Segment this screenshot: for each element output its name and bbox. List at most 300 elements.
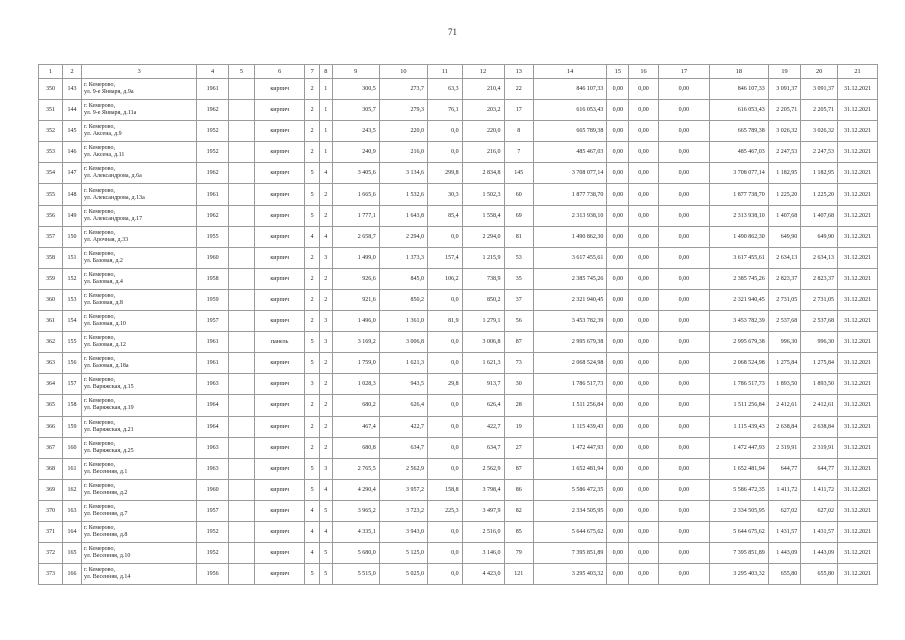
table-body bbox=[39, 79, 878, 585]
cell-col-16: 0,00 bbox=[629, 332, 658, 353]
cell-col-10: 943,5 bbox=[379, 374, 427, 395]
cell-col-4: 1952 bbox=[197, 543, 228, 564]
cell-col-2: 143 bbox=[63, 79, 82, 100]
cell-col-19: 627,02 bbox=[768, 500, 801, 521]
cell-col-14: 1 786 517,73 bbox=[533, 374, 606, 395]
cell-col-19: 2 412,61 bbox=[768, 395, 801, 416]
cell-col-14: 3 708 077,14 bbox=[533, 163, 606, 184]
cell-col-15: 0,00 bbox=[607, 184, 629, 205]
cell-col-12: 626,4 bbox=[462, 395, 504, 416]
cell-col-11: 0,0 bbox=[428, 564, 463, 585]
cell-col-16: 0,00 bbox=[629, 374, 658, 395]
cell-col-9: 2 765,5 bbox=[332, 458, 379, 479]
cell-col-21: 31.12.2021 bbox=[837, 79, 877, 100]
address-line: г. Кемерово, bbox=[83, 271, 115, 278]
address-line: ул. Александрова, д.6а bbox=[83, 173, 142, 180]
cell-col-3 bbox=[81, 163, 196, 184]
cell-col-16: 0,00 bbox=[629, 184, 658, 205]
cell-col-7: 4 bbox=[305, 226, 320, 247]
cell-col-19: 655,80 bbox=[768, 564, 801, 585]
cell-col-6: кирпич bbox=[255, 458, 305, 479]
address-line: г. Кемерово, bbox=[83, 335, 115, 342]
cell-col-17: 0,00 bbox=[658, 353, 709, 374]
cell-col-17: 0,00 bbox=[658, 121, 709, 142]
cell-col-8: 3 bbox=[320, 311, 333, 332]
cell-col-17: 0,00 bbox=[658, 184, 709, 205]
cell-col-12: 220,0 bbox=[462, 121, 504, 142]
cell-col-7: 2 bbox=[305, 100, 320, 121]
cell-col-13: 53 bbox=[504, 247, 533, 268]
table-row bbox=[39, 543, 878, 564]
cell-col-14: 1 511 256,84 bbox=[533, 395, 606, 416]
cell-col-3 bbox=[81, 564, 196, 585]
cell-col-14: 846 107,33 bbox=[533, 79, 606, 100]
table-row bbox=[39, 79, 878, 100]
table-row bbox=[39, 521, 878, 542]
cell-col-4: 1964 bbox=[197, 416, 228, 437]
cell-col-15: 0,00 bbox=[607, 374, 629, 395]
address-line: г. Кемерово, bbox=[83, 314, 115, 321]
cell-col-20: 2 247,53 bbox=[801, 142, 838, 163]
cell-col-7: 2 bbox=[305, 395, 320, 416]
column-header-7: 7 bbox=[305, 65, 320, 79]
table-row bbox=[39, 416, 878, 437]
cell-col-20: 2 537,68 bbox=[801, 311, 838, 332]
cell-col-17: 0,00 bbox=[658, 500, 709, 521]
cell-col-2: 151 bbox=[63, 247, 82, 268]
cell-col-8: 2 bbox=[320, 184, 333, 205]
address-line: г. Кемерово, bbox=[83, 82, 115, 89]
cell-col-13: 30 bbox=[504, 374, 533, 395]
cell-col-3 bbox=[81, 543, 196, 564]
cell-col-15: 0,00 bbox=[607, 500, 629, 521]
cell-col-4: 1963 bbox=[197, 374, 228, 395]
cell-col-5 bbox=[228, 226, 254, 247]
cell-col-14: 1 877 738,70 bbox=[533, 184, 606, 205]
cell-col-11: 76,1 bbox=[428, 100, 463, 121]
cell-col-15: 0,00 bbox=[607, 100, 629, 121]
cell-col-13: 81 bbox=[504, 226, 533, 247]
cell-col-19: 2 634,13 bbox=[768, 247, 801, 268]
address-line: ул. Базовая, д.8 bbox=[83, 299, 123, 306]
cell-col-8: 2 bbox=[320, 437, 333, 458]
cell-col-2: 157 bbox=[63, 374, 82, 395]
cell-col-9: 4 290,4 bbox=[332, 479, 379, 500]
cell-col-1: 355 bbox=[39, 184, 63, 205]
cell-col-6: кирпич bbox=[255, 311, 305, 332]
cell-col-13: 145 bbox=[504, 163, 533, 184]
cell-col-18: 2 334 505,95 bbox=[710, 500, 769, 521]
cell-col-18: 1 115 439,43 bbox=[710, 416, 769, 437]
cell-col-15: 0,00 bbox=[607, 79, 629, 100]
table-row bbox=[39, 247, 878, 268]
cell-col-7: 2 bbox=[305, 416, 320, 437]
cell-col-12: 216,0 bbox=[462, 142, 504, 163]
cell-col-14: 5 644 675,62 bbox=[533, 521, 606, 542]
cell-col-3 bbox=[81, 205, 196, 226]
cell-col-5 bbox=[228, 311, 254, 332]
cell-col-13: 56 bbox=[504, 311, 533, 332]
cell-col-16: 0,00 bbox=[629, 458, 658, 479]
cell-col-12: 2 516,0 bbox=[462, 521, 504, 542]
cell-col-9: 5 515,0 bbox=[332, 564, 379, 585]
cell-col-2: 163 bbox=[63, 500, 82, 521]
cell-col-3 bbox=[81, 100, 196, 121]
cell-col-13: 69 bbox=[504, 205, 533, 226]
cell-col-16: 0,00 bbox=[629, 311, 658, 332]
cell-col-15: 0,00 bbox=[607, 142, 629, 163]
cell-col-20: 1 225,20 bbox=[801, 184, 838, 205]
cell-col-7: 2 bbox=[305, 142, 320, 163]
cell-col-8: 2 bbox=[320, 353, 333, 374]
column-header-17: 17 bbox=[658, 65, 709, 79]
cell-col-16: 0,00 bbox=[629, 79, 658, 100]
address-line: ул. Базовая, д.2 bbox=[83, 257, 123, 264]
cell-col-20: 2 412,61 bbox=[801, 395, 838, 416]
column-header-1: 1 bbox=[39, 65, 63, 79]
cell-col-18: 1 786 517,73 bbox=[710, 374, 769, 395]
column-header-18: 18 bbox=[710, 65, 769, 79]
cell-col-1: 369 bbox=[39, 479, 63, 500]
table-row bbox=[39, 100, 878, 121]
cell-col-14: 2 995 679,38 bbox=[533, 332, 606, 353]
cell-col-3 bbox=[81, 374, 196, 395]
cell-col-18: 5 586 472,35 bbox=[710, 479, 769, 500]
cell-col-5 bbox=[228, 332, 254, 353]
cell-col-10: 216,0 bbox=[379, 142, 427, 163]
cell-col-9: 1 759,0 bbox=[332, 353, 379, 374]
cell-col-12: 634,7 bbox=[462, 437, 504, 458]
column-header-9: 9 bbox=[332, 65, 379, 79]
cell-col-15: 0,00 bbox=[607, 437, 629, 458]
cell-col-10: 2 294,0 bbox=[379, 226, 427, 247]
cell-col-2: 156 bbox=[63, 353, 82, 374]
cell-col-20: 2 731,05 bbox=[801, 289, 838, 310]
cell-col-21: 31.12.2021 bbox=[837, 374, 877, 395]
cell-col-16: 0,00 bbox=[629, 100, 658, 121]
cell-col-6: кирпич bbox=[255, 205, 305, 226]
cell-col-12: 1 215,9 bbox=[462, 247, 504, 268]
cell-col-7: 2 bbox=[305, 437, 320, 458]
cell-col-1: 372 bbox=[39, 543, 63, 564]
cell-col-7: 3 bbox=[305, 374, 320, 395]
cell-col-16: 0,00 bbox=[629, 543, 658, 564]
cell-col-7: 2 bbox=[305, 121, 320, 142]
cell-col-4: 1962 bbox=[197, 163, 228, 184]
cell-col-8: 1 bbox=[320, 142, 333, 163]
column-header-20: 20 bbox=[801, 65, 838, 79]
cell-col-1: 358 bbox=[39, 247, 63, 268]
table-row bbox=[39, 142, 878, 163]
cell-col-17: 0,00 bbox=[658, 374, 709, 395]
column-header-4: 4 bbox=[197, 65, 228, 79]
table-row bbox=[39, 395, 878, 416]
cell-col-12: 850,2 bbox=[462, 289, 504, 310]
cell-col-15: 0,00 bbox=[607, 395, 629, 416]
cell-col-16: 0,00 bbox=[629, 205, 658, 226]
cell-col-19: 644,77 bbox=[768, 458, 801, 479]
address-line: ул. Варяжская, д.25 bbox=[83, 447, 134, 454]
cell-col-5 bbox=[228, 416, 254, 437]
cell-col-5 bbox=[228, 100, 254, 121]
cell-col-12: 203,2 bbox=[462, 100, 504, 121]
table-row bbox=[39, 311, 878, 332]
cell-col-1: 373 bbox=[39, 564, 63, 585]
cell-col-8: 2 bbox=[320, 205, 333, 226]
address-line: г. Кемерово, bbox=[83, 503, 115, 510]
cell-col-4: 1962 bbox=[197, 100, 228, 121]
cell-col-5 bbox=[228, 395, 254, 416]
column-header-3: 3 bbox=[81, 65, 196, 79]
cell-col-13: 82 bbox=[504, 500, 533, 521]
cell-col-5 bbox=[228, 437, 254, 458]
cell-col-20: 627,02 bbox=[801, 500, 838, 521]
cell-col-12: 1 279,1 bbox=[462, 311, 504, 332]
address-line: ул. Весенняя, д.14 bbox=[83, 574, 131, 581]
address-line: г. Кемерово, bbox=[83, 145, 115, 152]
cell-col-11: 0,0 bbox=[428, 458, 463, 479]
cell-col-18: 665 789,38 bbox=[710, 121, 769, 142]
cell-col-13: 37 bbox=[504, 289, 533, 310]
cell-col-15: 0,00 bbox=[607, 332, 629, 353]
cell-col-14: 2 321 940,45 bbox=[533, 289, 606, 310]
cell-col-20: 644,77 bbox=[801, 458, 838, 479]
cell-col-5 bbox=[228, 205, 254, 226]
cell-col-8: 4 bbox=[320, 226, 333, 247]
cell-col-6: кирпич bbox=[255, 416, 305, 437]
cell-col-6: кирпич bbox=[255, 142, 305, 163]
cell-col-4: 1960 bbox=[197, 479, 228, 500]
address-line: ул. Весенняя, д.8 bbox=[83, 532, 128, 539]
cell-col-2: 148 bbox=[63, 184, 82, 205]
cell-col-3 bbox=[81, 416, 196, 437]
address-line: ул. Варяжская, д.19 bbox=[83, 405, 134, 412]
header-row bbox=[39, 65, 878, 79]
cell-col-5 bbox=[228, 521, 254, 542]
address-line: ул. Базовая, д.4 bbox=[83, 278, 123, 285]
cell-col-13: 27 bbox=[504, 437, 533, 458]
cell-col-7: 2 bbox=[305, 79, 320, 100]
cell-col-5 bbox=[228, 247, 254, 268]
cell-col-21: 31.12.2021 bbox=[837, 521, 877, 542]
cell-col-7: 5 bbox=[305, 163, 320, 184]
cell-col-20: 3 091,37 bbox=[801, 79, 838, 100]
cell-col-4: 1964 bbox=[197, 395, 228, 416]
cell-col-18: 1 472 447,93 bbox=[710, 437, 769, 458]
cell-col-18: 7 395 851,89 bbox=[710, 543, 769, 564]
cell-col-3 bbox=[81, 353, 196, 374]
cell-col-17: 0,00 bbox=[658, 311, 709, 332]
cell-col-8: 2 bbox=[320, 374, 333, 395]
cell-col-9: 3 169,2 bbox=[332, 332, 379, 353]
address-line: ул. Варяжская, д.21 bbox=[83, 426, 134, 433]
cell-col-5 bbox=[228, 163, 254, 184]
cell-col-10: 3 957,2 bbox=[379, 479, 427, 500]
cell-col-15: 0,00 bbox=[607, 163, 629, 184]
address-line: ул. Базовая, д.10 bbox=[83, 321, 126, 328]
table-row bbox=[39, 332, 878, 353]
cell-col-20: 1 182,95 bbox=[801, 163, 838, 184]
cell-col-10: 1 373,3 bbox=[379, 247, 427, 268]
cell-col-4: 1952 bbox=[197, 142, 228, 163]
table-row bbox=[39, 353, 878, 374]
cell-col-8: 3 bbox=[320, 332, 333, 353]
address-line: г. Кемерово, bbox=[83, 398, 115, 405]
table-header bbox=[39, 65, 878, 79]
cell-col-21: 31.12.2021 bbox=[837, 268, 877, 289]
cell-col-14: 665 789,38 bbox=[533, 121, 606, 142]
cell-col-11: 0,0 bbox=[428, 395, 463, 416]
cell-col-11: 0,0 bbox=[428, 437, 463, 458]
cell-col-12: 3 497,9 bbox=[462, 500, 504, 521]
cell-col-11: 157,4 bbox=[428, 247, 463, 268]
cell-col-15: 0,00 bbox=[607, 458, 629, 479]
cell-col-4: 1963 bbox=[197, 458, 228, 479]
cell-col-14: 7 395 851,89 bbox=[533, 543, 606, 564]
cell-col-19: 2 823,37 bbox=[768, 268, 801, 289]
cell-col-12: 1 621,3 bbox=[462, 353, 504, 374]
cell-col-13: 19 bbox=[504, 416, 533, 437]
cell-col-20: 655,80 bbox=[801, 564, 838, 585]
column-header-8: 8 bbox=[320, 65, 333, 79]
cell-col-2: 158 bbox=[63, 395, 82, 416]
cell-col-7: 4 bbox=[305, 521, 320, 542]
address-line: ул. 9-е Января, д.9а bbox=[83, 89, 134, 96]
cell-col-3 bbox=[81, 121, 196, 142]
address-line: г. Кемерово, bbox=[83, 440, 115, 447]
cell-col-20: 2 823,37 bbox=[801, 268, 838, 289]
cell-col-14: 3 617 455,61 bbox=[533, 247, 606, 268]
cell-col-16: 0,00 bbox=[629, 163, 658, 184]
cell-col-21: 31.12.2021 bbox=[837, 121, 877, 142]
cell-col-14: 2 385 745,26 bbox=[533, 268, 606, 289]
cell-col-10: 634,7 bbox=[379, 437, 427, 458]
cell-col-13: 121 bbox=[504, 564, 533, 585]
cell-col-3 bbox=[81, 521, 196, 542]
address-line: г. Кемерово, bbox=[83, 250, 115, 257]
cell-col-2: 166 bbox=[63, 564, 82, 585]
cell-col-11: 299,8 bbox=[428, 163, 463, 184]
cell-col-14: 1 652 481,94 bbox=[533, 458, 606, 479]
cell-col-6: кирпич bbox=[255, 437, 305, 458]
cell-col-8: 5 bbox=[320, 500, 333, 521]
cell-col-11: 106,2 bbox=[428, 268, 463, 289]
cell-col-21: 31.12.2021 bbox=[837, 163, 877, 184]
cell-col-16: 0,00 bbox=[629, 353, 658, 374]
cell-col-1: 364 bbox=[39, 374, 63, 395]
cell-col-18: 616 053,43 bbox=[710, 100, 769, 121]
cell-col-10: 1 532,6 bbox=[379, 184, 427, 205]
cell-col-13: 85 bbox=[504, 521, 533, 542]
cell-col-9: 305,7 bbox=[332, 100, 379, 121]
address-line: г. Кемерово, bbox=[83, 377, 115, 384]
address-line: г. Кемерово, bbox=[83, 461, 115, 468]
cell-col-8: 2 bbox=[320, 395, 333, 416]
cell-col-11: 63,3 bbox=[428, 79, 463, 100]
cell-col-16: 0,00 bbox=[629, 479, 658, 500]
cell-col-5 bbox=[228, 543, 254, 564]
table-row bbox=[39, 458, 878, 479]
cell-col-5 bbox=[228, 479, 254, 500]
cell-col-5 bbox=[228, 268, 254, 289]
cell-col-6: кирпич bbox=[255, 268, 305, 289]
cell-col-3 bbox=[81, 268, 196, 289]
cell-col-14: 5 586 472,35 bbox=[533, 479, 606, 500]
cell-col-8: 1 bbox=[320, 100, 333, 121]
cell-col-9: 1 499,0 bbox=[332, 247, 379, 268]
cell-col-6: кирпич bbox=[255, 543, 305, 564]
cell-col-2: 159 bbox=[63, 416, 82, 437]
cell-col-19: 1 275,84 bbox=[768, 353, 801, 374]
address-line: ул. Варяжская, д.15 bbox=[83, 384, 134, 391]
cell-col-12: 3 798,4 bbox=[462, 479, 504, 500]
cell-col-2: 146 bbox=[63, 142, 82, 163]
page-number: 71 bbox=[448, 27, 457, 37]
column-header-5: 5 bbox=[228, 65, 254, 79]
cell-col-11: 0,0 bbox=[428, 353, 463, 374]
cell-col-15: 0,00 bbox=[607, 416, 629, 437]
cell-col-7: 5 bbox=[305, 205, 320, 226]
cell-col-9: 1 777,1 bbox=[332, 205, 379, 226]
cell-col-21: 31.12.2021 bbox=[837, 100, 877, 121]
cell-col-1: 371 bbox=[39, 521, 63, 542]
cell-col-20: 2 205,71 bbox=[801, 100, 838, 121]
cell-col-2: 152 bbox=[63, 268, 82, 289]
cell-col-18: 3 295 403,32 bbox=[710, 564, 769, 585]
address-line: ул. Весенняя, д.2 bbox=[83, 489, 128, 496]
cell-col-20: 1 431,57 bbox=[801, 521, 838, 542]
column-header-21: 21 bbox=[837, 65, 877, 79]
address-line: ул. Базовая, д.12 bbox=[83, 342, 126, 349]
cell-col-1: 370 bbox=[39, 500, 63, 521]
cell-col-2: 149 bbox=[63, 205, 82, 226]
cell-col-15: 0,00 bbox=[607, 289, 629, 310]
cell-col-21: 31.12.2021 bbox=[837, 500, 877, 521]
table-row bbox=[39, 437, 878, 458]
cell-col-2: 160 bbox=[63, 437, 82, 458]
cell-col-9: 2 658,7 bbox=[332, 226, 379, 247]
cell-col-19: 2 247,53 bbox=[768, 142, 801, 163]
cell-col-3 bbox=[81, 458, 196, 479]
column-header-14: 14 bbox=[533, 65, 606, 79]
cell-col-11: 30,3 bbox=[428, 184, 463, 205]
cell-col-9: 467,4 bbox=[332, 416, 379, 437]
cell-col-10: 850,2 bbox=[379, 289, 427, 310]
cell-col-19: 649,90 bbox=[768, 226, 801, 247]
cell-col-21: 31.12.2021 bbox=[837, 184, 877, 205]
cell-col-21: 31.12.2021 bbox=[837, 395, 877, 416]
cell-col-8: 5 bbox=[320, 543, 333, 564]
cell-col-13: 28 bbox=[504, 395, 533, 416]
cell-col-10: 3 006,8 bbox=[379, 332, 427, 353]
column-header-11: 11 bbox=[428, 65, 463, 79]
cell-col-2: 164 bbox=[63, 521, 82, 542]
cell-col-6: кирпич bbox=[255, 374, 305, 395]
cell-col-13: 79 bbox=[504, 543, 533, 564]
address-line: г. Кемерово, bbox=[83, 103, 115, 110]
column-header-10: 10 bbox=[379, 65, 427, 79]
cell-col-7: 2 bbox=[305, 268, 320, 289]
cell-col-6: кирпич bbox=[255, 479, 305, 500]
cell-col-15: 0,00 bbox=[607, 205, 629, 226]
cell-col-20: 1 443,09 bbox=[801, 543, 838, 564]
cell-col-4: 1957 bbox=[197, 311, 228, 332]
cell-col-7: 5 bbox=[305, 332, 320, 353]
cell-col-8: 1 bbox=[320, 79, 333, 100]
column-header-15: 15 bbox=[607, 65, 629, 79]
cell-col-4: 1960 bbox=[197, 247, 228, 268]
cell-col-6: кирпич bbox=[255, 163, 305, 184]
